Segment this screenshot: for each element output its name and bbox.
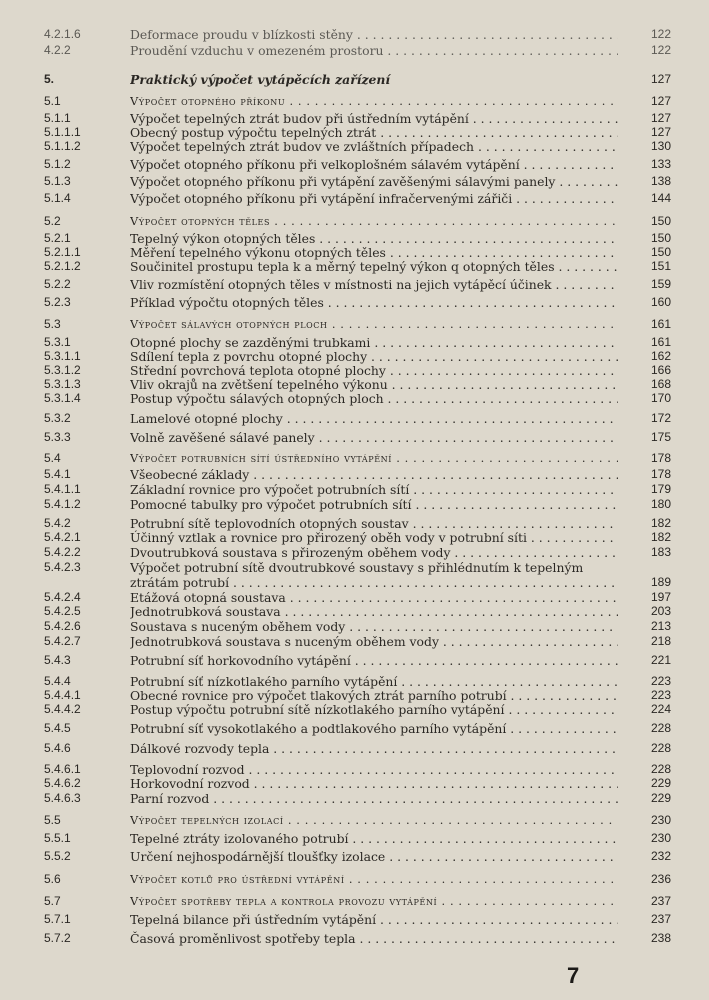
entry-page: 238 bbox=[650, 931, 671, 945]
entry-page: 232 bbox=[650, 849, 671, 863]
entry-page: 183 bbox=[650, 545, 671, 559]
entry-page: 168 bbox=[650, 377, 671, 391]
entry-title: Postup výpočtu sálavých otopných ploch . . . bbox=[130, 391, 618, 406]
entry-title: Soustava s nuceným oběhem vody . . . bbox=[130, 619, 618, 634]
entry-number: 5.4.6.1 bbox=[44, 762, 81, 776]
entry-page: 172 bbox=[650, 411, 671, 425]
entry-title: Lamelové otopné plochy . . . bbox=[130, 411, 618, 426]
page-number: 7 bbox=[567, 963, 580, 988]
entry-title: Sdílení tepla z povrchu otopné plochy . . . bbox=[130, 349, 618, 364]
entry-number: 5.3.1.1 bbox=[44, 349, 81, 363]
entry-title: Výpočet otopného příkonu při vytápění zavěšenými sálavými panely . . . bbox=[130, 174, 618, 189]
entry-title: Pomocné tabulky pro výpočet potrubních sítí . . . bbox=[130, 497, 618, 512]
entry-page: 166 bbox=[650, 363, 671, 377]
entry-number: 5.4.5 bbox=[44, 721, 71, 735]
entry-title: Výpočet tepelných ztrát budov při ústředním vytápění . . . bbox=[130, 111, 618, 126]
entry-page: 178 bbox=[650, 467, 671, 481]
entry-number: 5.1.1.2 bbox=[44, 139, 81, 153]
entry-title: Výpočet kotlů pro ústřední vytápění . . . bbox=[130, 872, 618, 887]
entry-page: 218 bbox=[650, 634, 671, 648]
entry-number: 5.4.2.7 bbox=[44, 634, 81, 648]
entry-number: 5.4.1 bbox=[44, 467, 71, 481]
entry-number: 5.1.1 bbox=[44, 111, 71, 125]
entry-number: 5.5 bbox=[44, 813, 61, 827]
entry-page: 162 bbox=[650, 349, 671, 363]
entry-number: 5.1.4 bbox=[44, 191, 71, 205]
entry-page: 151 bbox=[650, 259, 671, 273]
entry-page: 122 bbox=[650, 43, 671, 57]
entry-page: 180 bbox=[650, 497, 671, 511]
entry-number: 5.4.4.2 bbox=[44, 702, 81, 716]
entry-page: 223 bbox=[650, 688, 671, 702]
entry-page: 228 bbox=[650, 762, 671, 776]
entry-number: 5.3.3 bbox=[44, 430, 71, 444]
entry-page: 197 bbox=[650, 590, 671, 604]
entry-number: 5.4 bbox=[44, 451, 61, 465]
entry-title: Účinný vztlak a rovnice pro přirozený oběh vody v potrubní síti . . . bbox=[130, 530, 618, 545]
entry-number: 5.4.2.3 bbox=[44, 560, 81, 574]
entry-number: 5. bbox=[44, 72, 55, 86]
entry-number: 5.4.4 bbox=[44, 674, 71, 688]
entry-number: 5.4.6.3 bbox=[44, 791, 81, 805]
entry-page: 130 bbox=[650, 139, 671, 153]
entry-page: 150 bbox=[650, 245, 671, 259]
entry-title: Volně zavěšené sálavé panely . . . bbox=[130, 430, 618, 445]
entry-page: 229 bbox=[650, 776, 671, 790]
entry-number: 5.4.2.2 bbox=[44, 545, 81, 559]
entry-number: 5.3.1.2 bbox=[44, 363, 81, 377]
entry-page: 237 bbox=[650, 912, 671, 926]
entry-number: 5.4.2.5 bbox=[44, 604, 81, 618]
entry-page: 122 bbox=[650, 27, 671, 41]
entry-page: 182 bbox=[650, 516, 671, 530]
entry-title: Výpočet otopného příkonu při vytápění infračervenými zářiči . . . bbox=[130, 191, 618, 206]
entry-number: 5.4.2 bbox=[44, 516, 71, 530]
entry-title: Teplovodní rozvod . . . bbox=[130, 762, 618, 777]
entry-number: 5.2.1.2 bbox=[44, 259, 81, 273]
entry-page: 127 bbox=[650, 94, 671, 108]
entry-number: 5.4.6.2 bbox=[44, 776, 81, 790]
entry-title: Postup výpočtu potrubní sítě nízkotlakého parního vytápění . . . bbox=[130, 702, 618, 717]
entry-number: 5.3.1 bbox=[44, 335, 71, 349]
entry-page: 161 bbox=[650, 317, 671, 331]
entry-page: 170 bbox=[650, 391, 671, 405]
entry-number: 5.3.1.4 bbox=[44, 391, 81, 405]
entry-page: 221 bbox=[650, 653, 671, 667]
entry-page: 179 bbox=[650, 482, 671, 496]
entry-number: 5.1.3 bbox=[44, 174, 71, 188]
entry-title: Potrubní síť nízkotlakého parního vytápění . . . bbox=[130, 674, 618, 689]
entry-title: Střední povrchová teplota otopné plochy . . . bbox=[130, 363, 618, 378]
entry-title: Obecný postup výpočtu tepelných ztrát . . . bbox=[130, 125, 618, 140]
entry-number: 5.2 bbox=[44, 214, 61, 228]
entry-title: Výpočet otopného příkonu při velkoplošném sálavém vytápění . . . bbox=[130, 157, 618, 172]
entry-page: 161 bbox=[650, 335, 671, 349]
entry-title: Vliv okrajů na zvětšení tepelného výkonu . . . bbox=[130, 377, 618, 392]
entry-page: 127 bbox=[650, 125, 671, 139]
entry-title: Určení nejhospodárnější tloušťky izolace . . . bbox=[130, 849, 618, 864]
entry-number: 5.4.1.2 bbox=[44, 497, 81, 511]
entry-page: 150 bbox=[650, 214, 671, 228]
entry-title: Jednotrubková soustava s nuceným oběhem vody . . . bbox=[130, 634, 618, 649]
entry-page: 175 bbox=[650, 430, 671, 444]
entry-number: 5.3.2 bbox=[44, 411, 71, 425]
entry-title: Tepelný výkon otopných těles . . . bbox=[130, 231, 618, 246]
entry-title: Otopné plochy se zazděnými trubkami . . . bbox=[130, 335, 618, 350]
entry-number: 5.7.2 bbox=[44, 931, 71, 945]
entry-number: 5.1 bbox=[44, 94, 61, 108]
entry-title: Potrubní sítě teplovodních otopných soustav . . . bbox=[130, 516, 618, 531]
entry-title: Proudění vzduchu v omezeném prostoru . . . bbox=[130, 43, 618, 58]
entry-title: Všeobecné základy . . . bbox=[130, 467, 618, 482]
entry-title: Výpočet sálavých otopných ploch . . . bbox=[130, 317, 618, 332]
entry-number: 5.2.1.1 bbox=[44, 245, 81, 259]
entry-number: 5.4.4.1 bbox=[44, 688, 81, 702]
entry-page: 229 bbox=[650, 791, 671, 805]
entry-page: 178 bbox=[650, 451, 671, 465]
entry-title: Etážová otopná soustava . . . bbox=[130, 590, 618, 605]
entry-title: Výpočet potrubních sítí ústředního vytápění . . . bbox=[130, 451, 618, 466]
entry-number: 5.4.2.6 bbox=[44, 619, 81, 633]
entry-title: Součinitel prostupu tepla k a měrný tepelný výkon q otopných těles . . . bbox=[130, 259, 618, 274]
entry-page: 133 bbox=[650, 157, 671, 171]
entry-number: 5.1.2 bbox=[44, 157, 71, 171]
entry-page: 230 bbox=[650, 831, 671, 845]
entry-title: Tepelná bilance při ústředním vytápění . . . bbox=[130, 912, 618, 927]
entry-page: 237 bbox=[650, 894, 671, 908]
entry-page: 189 bbox=[650, 575, 671, 589]
entry-number: 5.7.1 bbox=[44, 912, 71, 926]
entry-title: Parní rozvod . . . bbox=[130, 791, 618, 806]
entry-page: 230 bbox=[650, 813, 671, 827]
entry-title: Dálkové rozvody tepla . . . bbox=[130, 741, 618, 756]
entry-number: 5.2.1 bbox=[44, 231, 71, 245]
entry-page: 213 bbox=[650, 619, 671, 633]
entry-number: 5.5.1 bbox=[44, 831, 71, 845]
entry-title: Základní rovnice pro výpočet potrubních sítí . . . bbox=[130, 482, 618, 497]
entry-number: 5.4.6 bbox=[44, 741, 71, 755]
entry-title: Jednotrubková soustava . . . bbox=[130, 604, 618, 619]
entry-page: 236 bbox=[650, 872, 671, 886]
entry-number: 4.2.2 bbox=[44, 43, 71, 57]
entry-title: Obecné rovnice pro výpočet tlakových ztrát parního potrubí . . . bbox=[130, 688, 618, 703]
entry-number: 5.2.2 bbox=[44, 277, 71, 291]
entry-title: Potrubní síť vysokotlakého a podtlakového parního vytápění . . . bbox=[130, 721, 618, 736]
entry-title: Deformace proudu v blízkosti stěny . . . bbox=[130, 27, 618, 42]
entry-title: Tepelné ztráty izolovaného potrubí . . . bbox=[130, 831, 618, 846]
entry-number: 5.7 bbox=[44, 894, 61, 908]
entry-page: 150 bbox=[650, 231, 671, 245]
entry-title: Výpočet tepelných ztrát budov ve zvláštních případech . . . bbox=[130, 139, 618, 154]
entry-page: 127 bbox=[650, 111, 671, 125]
entry-title-continuation: ztrátám potrubí . . . bbox=[130, 575, 618, 590]
entry-title: Praktický výpočet vytápěcích zařízení bbox=[130, 72, 391, 87]
entry-page: 224 bbox=[650, 702, 671, 716]
entry-page: 228 bbox=[650, 741, 671, 755]
entry-title: Dvoutrubková soustava s přirozeným oběhem vody . . . bbox=[130, 545, 618, 560]
entry-title: Výpočet spotřeby tepla a kontrola provozu vytápění . . . bbox=[130, 894, 618, 909]
entry-title: Časová proměnlivost spotřeby tepla . . . bbox=[130, 931, 618, 946]
entry-page: 223 bbox=[650, 674, 671, 688]
entry-title: Vliv rozmístění otopných těles v místnosti na jejich vytápěcí účinek . . . bbox=[130, 277, 618, 292]
entry-title: Výpočet otopných těles . . . bbox=[130, 214, 618, 229]
entry-title: Výpočet tepelných izolací . . . bbox=[130, 813, 618, 828]
entry-page: 127 bbox=[650, 72, 671, 86]
entry-number: 4.2.1.6 bbox=[44, 27, 81, 41]
entry-page: 138 bbox=[650, 174, 671, 188]
entry-page: 182 bbox=[650, 530, 671, 544]
entry-page: 203 bbox=[650, 604, 671, 618]
entry-number: 5.5.2 bbox=[44, 849, 71, 863]
entry-title: Potrubní síť horkovodního vytápění . . . bbox=[130, 653, 618, 668]
entry-title: Výpočet otopného příkonu . . . bbox=[130, 94, 618, 109]
entry-number: 5.3 bbox=[44, 317, 61, 331]
entry-number: 5.3.1.3 bbox=[44, 377, 81, 391]
entry-number: 5.2.3 bbox=[44, 295, 71, 309]
entry-number: 5.4.2.4 bbox=[44, 590, 81, 604]
entry-page: 228 bbox=[650, 721, 671, 735]
entry-title: Výpočet potrubní sítě dvoutrubkové soustavy s přihlédnutím k tepelným bbox=[130, 560, 584, 575]
entry-number: 5.1.1.1 bbox=[44, 125, 81, 139]
entry-number: 5.4.3 bbox=[44, 653, 71, 667]
entry-title: Měření tepelného výkonu otopných těles . . . bbox=[130, 245, 618, 260]
entry-number: 5.6 bbox=[44, 872, 61, 886]
entry-number: 5.4.2.1 bbox=[44, 530, 81, 544]
entry-page: 160 bbox=[650, 295, 671, 309]
entry-title: Horkovodní rozvod . . . bbox=[130, 776, 618, 791]
entry-number: 5.4.1.1 bbox=[44, 482, 81, 496]
entry-page: 159 bbox=[650, 277, 671, 291]
entry-title: Příklad výpočtu otopných těles . . . bbox=[130, 295, 618, 310]
entry-page: 144 bbox=[650, 191, 671, 205]
